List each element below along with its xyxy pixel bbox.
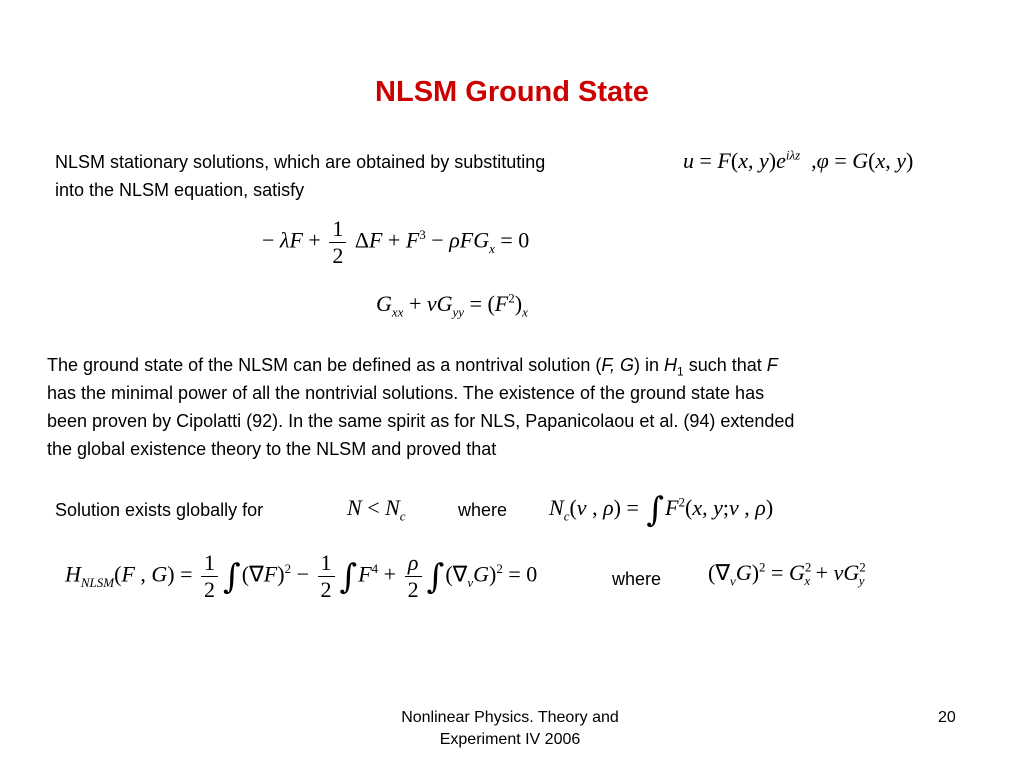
substitution-formula: u = F(x, $y)e^{i\lambda z}$ ,φ = G(x, y) — [683, 147, 914, 173]
fraction-one-half: $\frac{1}{2}$ — [329, 216, 346, 269]
slide-title: NLSM Ground State — [375, 76, 649, 108]
footer-course-line-2: Experiment IV 2006 — [439, 731, 581, 748]
ground-state-paragraph — [47, 351, 794, 463]
paragraph-line-1: The ground state of the NLSM can be defined as a nontrival solution (F, G) in $H_1$ such that F — [47, 355, 778, 379]
footer-course-line-1: Nonlinear Physics. Theory and — [401, 709, 619, 726]
paragraph-line-3: been proven by Cipolatti (92). In the same spirit as for NLS, Papanicolaou et al. (94) extended — [47, 411, 795, 431]
paragraph-line-4: the global existence theory to the NLSM and proved that — [47, 439, 497, 459]
where-label-1: where — [458, 500, 508, 520]
stationary-equation-2: $G_{xx} + \nu G_{yy} = (F^2)_x$ — [376, 290, 528, 320]
solution-exists-text: Solution exists globally for — [55, 500, 264, 520]
paragraph-line-2: has the minimal power of all the nontrivial solutions. The existence of the ground state has — [47, 383, 765, 403]
intro-text — [55, 148, 545, 204]
intro-line-1: NLSM stationary solutions, which are obtained by substituting — [55, 152, 546, 172]
intro-line-2: into the NLSM equation, satisfy — [55, 180, 305, 200]
hamiltonian-formula: $H_{NLSM}(F$ , G) = $\frac{1}{2}$ $\int(\nabla F)^2$ − $\frac{1}{2}$ $\int F^4$ + $\frac{\rho}{2}$ $\int(\nabla_\nu G)^2 = 0$ — [65, 550, 538, 602]
where-label-2: where — [612, 569, 662, 589]
gradient-definition-formula: $(\nabla_\nu G)^2 = G^2_x + \nu G^2_y$ — [708, 559, 866, 589]
page-number: 20 — [938, 709, 956, 726]
footer-course — [360, 707, 660, 751]
critical-power-formula: $N_c(\nu$ , $\rho) = \int F^2(x$, y;ν , ρ) — [549, 490, 774, 530]
stationary-equation-1: − λF + $\frac{1}{2}$ $\Delta F + F^3 - \rho FG_x = 0$ — [262, 216, 530, 268]
condition-formula: $N < N_c$ — [347, 495, 406, 524]
